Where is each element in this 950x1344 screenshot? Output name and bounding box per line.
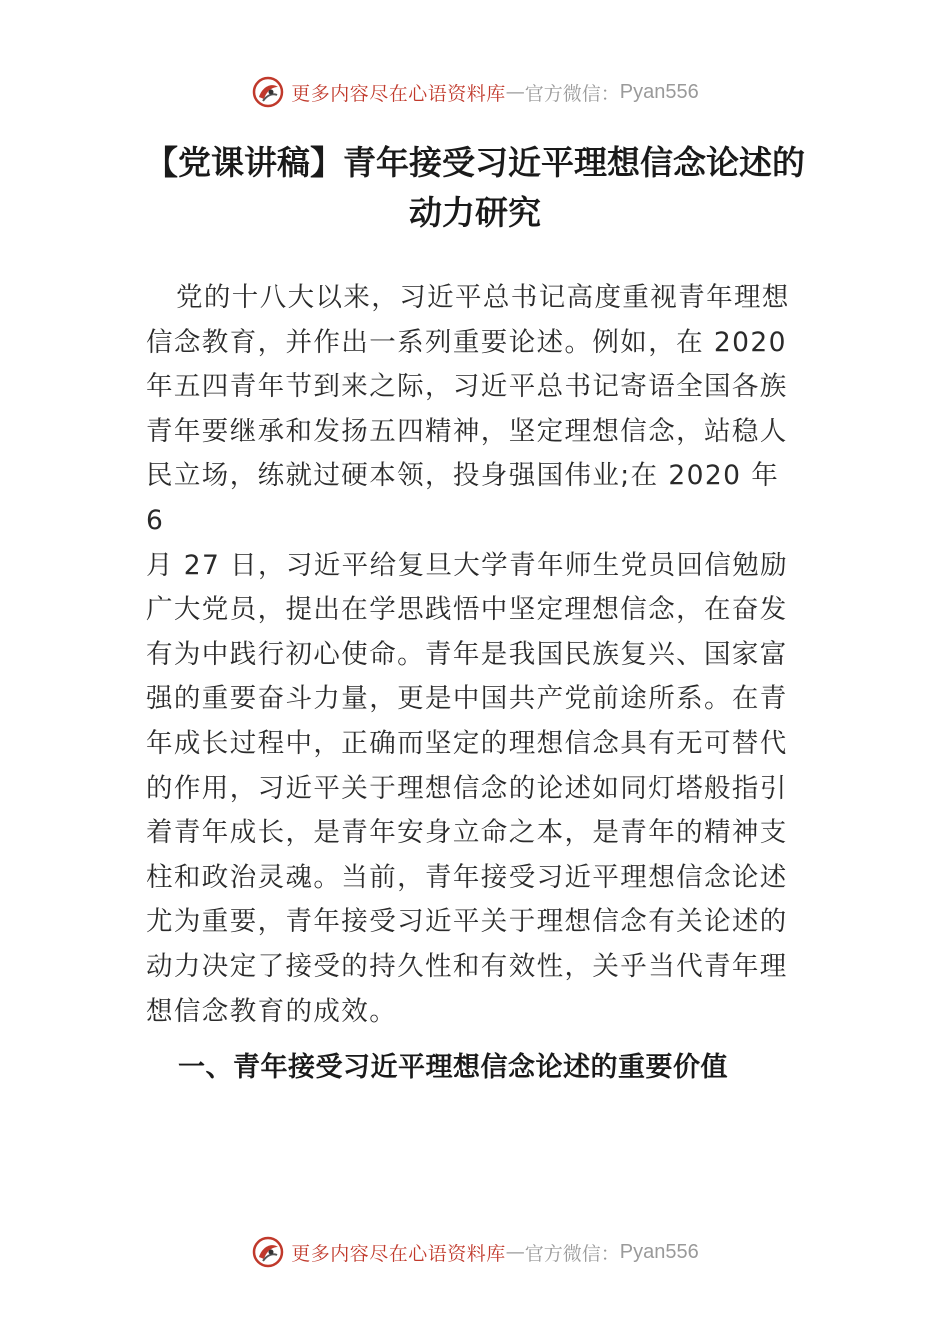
- footer-banner: [0, 1232, 950, 1272]
- footer-wechat-label: 官方微信：: [524, 1242, 620, 1265]
- banner-separator: —: [505, 81, 525, 103]
- paragraph-line: 柱和政治灵魂。当前，青年接受习近平理想信念论述: [146, 861, 788, 893]
- paragraph-line: 强的重要奋斗力量，更是中国共产党前途所系。在青: [146, 683, 788, 715]
- body-paragraph: [146, 276, 808, 1034]
- paragraph-line: 年五四青年节到来之际，习近平总书记寄语全国各族: [146, 371, 788, 403]
- paragraph-line: 信念教育，并作出一系列重要论述。例如，在 2020: [146, 326, 787, 358]
- paragraph-line: 6: [146, 504, 165, 536]
- paragraph-line: 青年要继承和发扬五四精神，坚定理想信念，站稳人: [146, 415, 788, 447]
- paragraph-line: 党的十八大以来，习近平总书记高度重视青年理想: [176, 282, 790, 313]
- paragraph-line: 民立场，练就过硬本领，投身强国伟业;在 2020 年: [146, 460, 780, 492]
- paragraph-line: 着青年成长，是青年安身立命之本，是青年的精神支: [146, 817, 788, 849]
- paragraph-line: 有为中践行初心使命。青年是我国民族复兴、国家富: [146, 638, 788, 670]
- banner-brand-text: 更多内容尽在心语资料库: [291, 82, 506, 105]
- title-line-2: 动力研究: [409, 193, 541, 232]
- paragraph-line: 月 27 日，习近平给复旦大学青年师生党员回信勉励: [146, 549, 789, 581]
- paragraph-line: 年成长过程中，正确而坚定的理想信念具有无可替代: [146, 727, 788, 759]
- section-heading: 一、青年接受习近平理想信念论述的重要价值: [178, 1052, 728, 1083]
- swirl-logo-icon: [251, 1235, 285, 1269]
- paragraph-line: 的作用，习近平关于理想信念的论述如同灯塔般指引: [146, 772, 788, 804]
- footer-wechat-id: Pyan556: [619, 1240, 699, 1263]
- banner-wechat-label: 官方微信：: [524, 82, 620, 105]
- swirl-logo-icon: [251, 75, 285, 109]
- paragraph-line: 动力决定了接受的持久性和有效性，关乎当代青年理: [146, 950, 788, 982]
- title-line-1: 【党课讲稿】青年接受习近平理想信念论述的: [145, 143, 805, 182]
- banner-wechat-id: Pyan556: [619, 80, 699, 103]
- footer-brand-text: 更多内容尽在心语资料库: [291, 1242, 506, 1265]
- document-title: [100, 138, 850, 238]
- footer-separator: —: [505, 1241, 525, 1263]
- paragraph-line: 想信念教育的成效。: [146, 995, 398, 1027]
- paragraph-line: 尤为重要，青年接受习近平关于理想信念有关论述的: [146, 906, 788, 938]
- paragraph-line: 广大党员，提出在学思践悟中坚定理想信念，在奋发: [146, 594, 788, 626]
- header-banner: [0, 72, 950, 112]
